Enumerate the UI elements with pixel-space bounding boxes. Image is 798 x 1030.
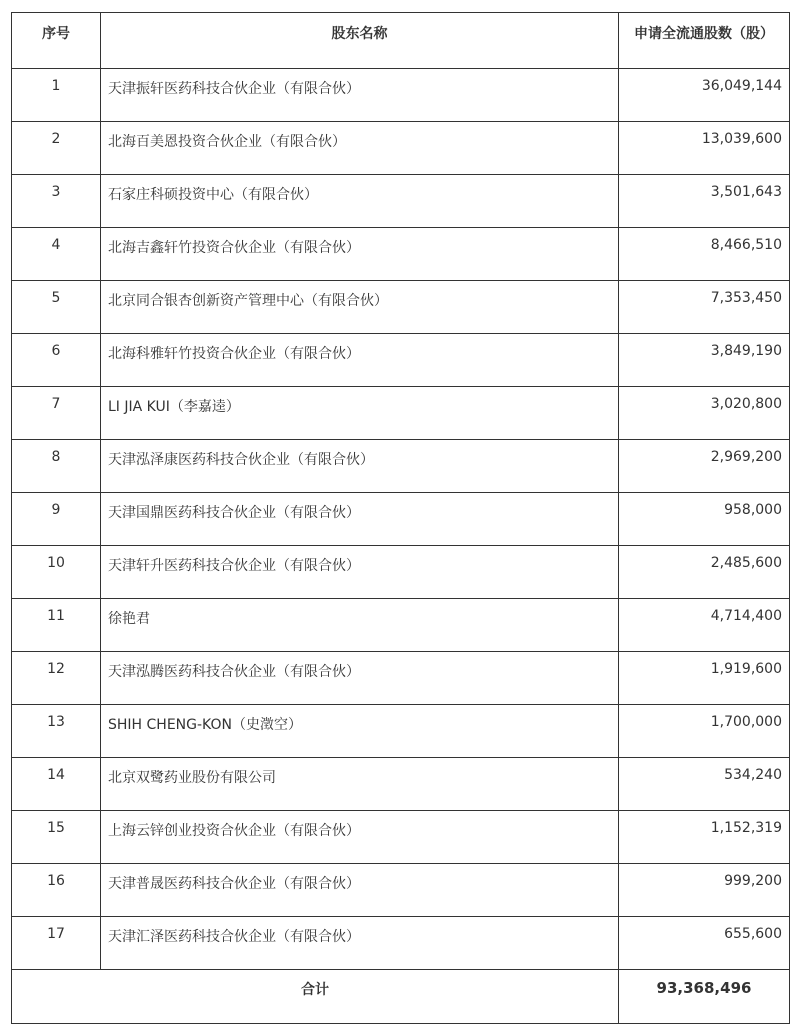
- row-shareholder-name: 石家庄科硕投资中心（有限合伙）: [101, 175, 619, 228]
- row-shareholder-name: 天津轩升医药科技合伙企业（有限合伙）: [101, 546, 619, 599]
- row-shares: 3,849,190: [619, 334, 790, 387]
- header-index: 序号: [12, 13, 101, 69]
- table-row: [12, 705, 790, 758]
- row-index: 13: [12, 705, 101, 758]
- row-shares: 3,501,643: [619, 175, 790, 228]
- row-shares: 1,700,000: [619, 705, 790, 758]
- table-row: [12, 758, 790, 811]
- row-index: 10: [12, 546, 101, 599]
- table-row: [12, 228, 790, 281]
- row-index: 5: [12, 281, 101, 334]
- table-row: [12, 69, 790, 122]
- row-index: 15: [12, 811, 101, 864]
- row-shareholder-name: 北京同合银杏创新资产管理中心（有限合伙）: [101, 281, 619, 334]
- table-row: [12, 811, 790, 864]
- row-shareholder-name: 北京双鹭药业股份有限公司: [101, 758, 619, 811]
- row-index: 17: [12, 917, 101, 970]
- table-row: [12, 334, 790, 387]
- row-shareholder-name: 天津普晟医药科技合伙企业（有限合伙）: [101, 864, 619, 917]
- row-index: 11: [12, 599, 101, 652]
- row-shareholder-name: 徐艳君: [101, 599, 619, 652]
- row-shares: 13,039,600: [619, 122, 790, 175]
- row-index: 6: [12, 334, 101, 387]
- row-index: 9: [12, 493, 101, 546]
- row-shares: 534,240: [619, 758, 790, 811]
- table-row: [12, 546, 790, 599]
- row-shareholder-name: 天津国鼎医药科技合伙企业（有限合伙）: [101, 493, 619, 546]
- table-row: [12, 387, 790, 440]
- row-index: 7: [12, 387, 101, 440]
- row-index: 12: [12, 652, 101, 705]
- total-label: 合计: [12, 970, 619, 1024]
- table-row: [12, 917, 790, 970]
- row-shareholder-name: SHIH CHENG-KON（史澂空）: [101, 705, 619, 758]
- header-shares: 申请全流通股数（股）: [619, 13, 790, 69]
- row-shares: 999,200: [619, 864, 790, 917]
- table-row: [12, 281, 790, 334]
- row-shares: 3,020,800: [619, 387, 790, 440]
- row-index: 8: [12, 440, 101, 493]
- row-shareholder-name: LI JIA KUI（李嘉逵）: [101, 387, 619, 440]
- table-row: [12, 122, 790, 175]
- row-shares: 2,969,200: [619, 440, 790, 493]
- row-shares: 1,152,319: [619, 811, 790, 864]
- table-row: [12, 599, 790, 652]
- row-index: 1: [12, 69, 101, 122]
- row-index: 3: [12, 175, 101, 228]
- row-index: 14: [12, 758, 101, 811]
- row-shares: 7,353,450: [619, 281, 790, 334]
- table-row: [12, 493, 790, 546]
- row-shares: 1,919,600: [619, 652, 790, 705]
- row-index: 4: [12, 228, 101, 281]
- table-row: [12, 864, 790, 917]
- row-shares: 2,485,600: [619, 546, 790, 599]
- row-shares: 958,000: [619, 493, 790, 546]
- shareholder-table: [11, 12, 790, 1024]
- row-shareholder-name: 天津汇泽医药科技合伙企业（有限合伙）: [101, 917, 619, 970]
- row-index: 2: [12, 122, 101, 175]
- row-index: 16: [12, 864, 101, 917]
- row-shareholder-name: 北海科雅轩竹投资合伙企业（有限合伙）: [101, 334, 619, 387]
- row-shareholder-name: 天津泓腾医药科技合伙企业（有限合伙）: [101, 652, 619, 705]
- table-row: [12, 440, 790, 493]
- row-shareholder-name: 上海云锌创业投资合伙企业（有限合伙）: [101, 811, 619, 864]
- row-shares: 8,466,510: [619, 228, 790, 281]
- row-shares: 4,714,400: [619, 599, 790, 652]
- total-value: 93,368,496: [619, 970, 790, 1024]
- row-shareholder-name: 天津振轩医药科技合伙企业（有限合伙）: [101, 69, 619, 122]
- table-row: [12, 652, 790, 705]
- row-shares: 36,049,144: [619, 69, 790, 122]
- row-shares: 655,600: [619, 917, 790, 970]
- row-shareholder-name: 北海百美恩投资合伙企业（有限合伙）: [101, 122, 619, 175]
- table-row: [12, 175, 790, 228]
- row-shareholder-name: 天津泓泽康医药科技合伙企业（有限合伙）: [101, 440, 619, 493]
- row-shareholder-name: 北海吉鑫轩竹投资合伙企业（有限合伙）: [101, 228, 619, 281]
- total-row: [12, 970, 790, 1024]
- header-shareholder-name: 股东名称: [101, 13, 619, 69]
- header-row: [12, 13, 790, 69]
